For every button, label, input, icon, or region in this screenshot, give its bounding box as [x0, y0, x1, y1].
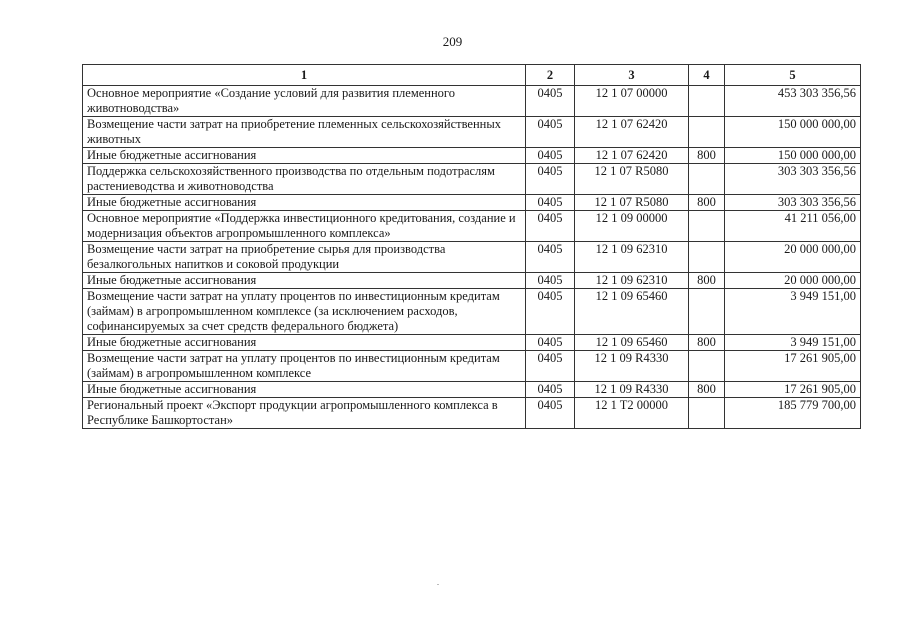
section-code-cell: 0405	[526, 164, 575, 195]
table-row	[83, 382, 861, 398]
table-row	[83, 273, 861, 289]
section-code-cell: 0405	[526, 195, 575, 211]
expense-type-cell: 800	[689, 382, 725, 398]
expense-type-cell	[689, 351, 725, 382]
amount-cell: 453 303 356,56	[725, 86, 861, 117]
row-name-cell: Иные бюджетные ассигнования	[83, 148, 526, 164]
expense-type-cell	[689, 117, 725, 148]
scan-artifact	[437, 584, 439, 585]
amount-cell: 3 949 151,00	[725, 335, 861, 351]
section-code-cell: 0405	[526, 86, 575, 117]
expense-type-cell	[689, 86, 725, 117]
expense-type-cell	[689, 242, 725, 273]
target-code-cell: 12 1 07 R5080	[575, 164, 689, 195]
amount-cell: 303 303 356,56	[725, 164, 861, 195]
expense-type-cell	[689, 398, 725, 429]
amount-cell: 17 261 905,00	[725, 351, 861, 382]
section-code-cell: 0405	[526, 335, 575, 351]
target-code-cell: 12 1 07 00000	[575, 86, 689, 117]
target-code-cell: 12 1 09 65460	[575, 289, 689, 335]
amount-cell: 17 261 905,00	[725, 382, 861, 398]
expense-type-cell: 800	[689, 148, 725, 164]
target-code-cell: 12 1 09 00000	[575, 211, 689, 242]
amount-cell: 41 211 056,00	[725, 211, 861, 242]
row-name-cell: Основное мероприятие «Создание условий для развития племенного животноводства»	[83, 86, 526, 117]
row-name-cell: Иные бюджетные ассигнования	[83, 195, 526, 211]
table-row	[83, 351, 861, 382]
table-row	[83, 195, 861, 211]
column-header: 1	[83, 65, 526, 86]
section-code-cell: 0405	[526, 273, 575, 289]
row-name-cell: Поддержка сельскохозяйственного производства по отдельным подотраслям растениеводства и животноводства	[83, 164, 526, 195]
row-name-cell: Иные бюджетные ассигнования	[83, 382, 526, 398]
column-header: 5	[725, 65, 861, 86]
section-code-cell: 0405	[526, 211, 575, 242]
amount-cell: 150 000 000,00	[725, 148, 861, 164]
section-code-cell: 0405	[526, 148, 575, 164]
table-row	[83, 398, 861, 429]
section-code-cell: 0405	[526, 242, 575, 273]
expense-type-cell: 800	[689, 195, 725, 211]
target-code-cell: 12 1 07 62420	[575, 117, 689, 148]
amount-cell: 185 779 700,00	[725, 398, 861, 429]
table-row	[83, 211, 861, 242]
table-header-row	[83, 65, 861, 86]
target-code-cell: 12 1 09 65460	[575, 335, 689, 351]
section-code-cell: 0405	[526, 117, 575, 148]
target-code-cell: 12 1 07 R5080	[575, 195, 689, 211]
expense-type-cell	[689, 289, 725, 335]
table-row	[83, 164, 861, 195]
target-code-cell: 12 1 09 R4330	[575, 351, 689, 382]
amount-cell: 20 000 000,00	[725, 242, 861, 273]
table-row	[83, 117, 861, 148]
amount-cell: 20 000 000,00	[725, 273, 861, 289]
expense-type-cell: 800	[689, 335, 725, 351]
row-name-cell: Иные бюджетные ассигнования	[83, 273, 526, 289]
target-code-cell: 12 1 09 62310	[575, 242, 689, 273]
row-name-cell: Возмещение части затрат на приобретение сырья для производства безалкогольных напитков и соковой продукции	[83, 242, 526, 273]
section-code-cell: 0405	[526, 351, 575, 382]
column-header: 2	[526, 65, 575, 86]
target-code-cell: 12 1 07 62420	[575, 148, 689, 164]
section-code-cell: 0405	[526, 289, 575, 335]
table-row	[83, 148, 861, 164]
column-header: 3	[575, 65, 689, 86]
target-code-cell: 12 1 T2 00000	[575, 398, 689, 429]
row-name-cell: Иные бюджетные ассигнования	[83, 335, 526, 351]
amount-cell: 3 949 151,00	[725, 289, 861, 335]
budget-table	[82, 64, 861, 429]
expense-type-cell: 800	[689, 273, 725, 289]
row-name-cell: Возмещение части затрат на уплату процентов по инвестиционным кредитам (займам) в агропромышленном комплексе	[83, 351, 526, 382]
amount-cell: 150 000 000,00	[725, 117, 861, 148]
expense-type-cell	[689, 164, 725, 195]
target-code-cell: 12 1 09 62310	[575, 273, 689, 289]
expense-type-cell	[689, 211, 725, 242]
table-row	[83, 289, 861, 335]
page-number: 209	[442, 34, 463, 49]
section-code-cell: 0405	[526, 382, 575, 398]
table-body	[83, 86, 861, 429]
amount-cell: 303 303 356,56	[725, 195, 861, 211]
row-name-cell: Основное мероприятие «Поддержка инвестиционного кредитования, создание и модернизация объектов агропромышленного комплекса»	[83, 211, 526, 242]
table-row	[83, 335, 861, 351]
row-name-cell: Региональный проект «Экспорт продукции агропромышленного комплекса в Республике Башкортостан»	[83, 398, 526, 429]
section-code-cell: 0405	[526, 398, 575, 429]
row-name-cell: Возмещение части затрат на уплату процентов по инвестиционным кредитам (займам) в агропромышленном комплексе (за исключением расходов, софинансируемых за счет средств федерального бюджета)	[83, 289, 526, 335]
table-row	[83, 242, 861, 273]
target-code-cell: 12 1 09 R4330	[575, 382, 689, 398]
table-row	[83, 86, 861, 117]
column-header: 4	[689, 65, 725, 86]
row-name-cell: Возмещение части затрат на приобретение племенных сельскохозяйственных животных	[83, 117, 526, 148]
